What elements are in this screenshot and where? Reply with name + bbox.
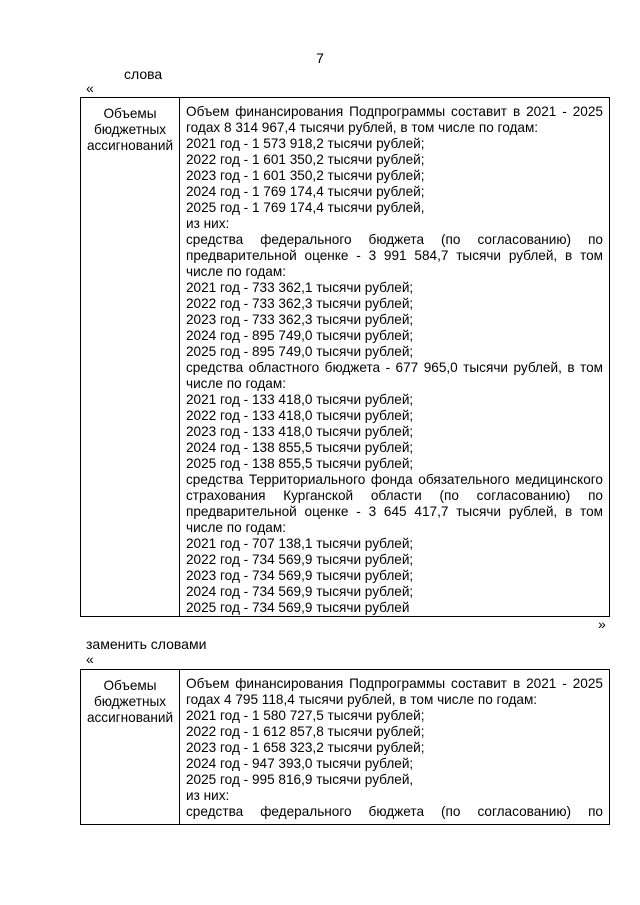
opening-quote: «: [86, 80, 94, 96]
content-line: 2023 год - 1 601 350,2 тысячи рублей;: [186, 168, 425, 183]
content-line: 2025 год - 734 569,9 тысячи рублей: [186, 600, 410, 615]
content-line: из них:: [186, 216, 230, 231]
label-line: Объемы: [103, 106, 157, 121]
replace-text: заменить словами: [86, 636, 207, 652]
old-content-cell: [180, 98, 610, 617]
content-line: 2025 год - 1 769 174,4 тысячи рублей,: [186, 200, 425, 215]
content-line: Объем финансирования Подпрограммы составит в 2021 - 2025: [186, 676, 603, 691]
content-line: 2025 год - 995 816,9 тысячи рублей,: [186, 772, 414, 787]
content-line: предварительной оценке - 3 645 417,7 тысячи рублей, в том: [186, 504, 603, 519]
content-line: 2021 год - 1 580 727,5 тысячи рублей;: [186, 708, 425, 723]
content-line: 2025 год - 138 855,5 тысячи рублей;: [186, 456, 414, 471]
label-line: Объемы: [103, 678, 157, 693]
content-line: средства федерального бюджета (по согласованию) по: [186, 804, 603, 819]
content-line: 2021 год - 707 138,1 тысячи рублей;: [186, 536, 414, 551]
content-line: 2022 год - 1 601 350,2 тысячи рублей;: [186, 152, 425, 167]
content-line: 2023 год - 734 569,9 тысячи рублей;: [186, 568, 414, 583]
content-line: 2024 год - 1 769 174,4 тысячи рублей;: [186, 184, 425, 199]
content-line: Объем финансирования Подпрограммы составит в 2021 - 2025: [186, 104, 603, 119]
new-content-cell: [180, 670, 610, 825]
content-line: 2022 год - 733 362,3 тысячи рублей;: [186, 296, 414, 311]
old-budget-table: [80, 97, 610, 617]
content-line: 2024 год - 947 393,0 тысячи рублей;: [186, 756, 414, 771]
content-line: 2023 год - 1 658 323,2 тысячи рублей;: [186, 740, 425, 755]
content-line: средства Территориального фонда обязательного медицинского: [186, 472, 603, 487]
content-line: годах 8 314 967,4 тысячи рублей, в том числе по годам:: [186, 120, 539, 135]
content-line: числе по годам:: [186, 264, 286, 279]
content-line: числе по годам:: [186, 376, 286, 391]
content-line: 2024 год - 895 749,0 тысячи рублей;: [186, 328, 414, 343]
label-line: ассигнований: [86, 710, 174, 725]
content-line: 2024 год - 138 855,5 тысячи рублей;: [186, 440, 414, 455]
content-line: страхования Курганской области (по согласованию) по: [186, 488, 603, 503]
new-label-cell: [81, 670, 180, 825]
content-line: 2021 год - 733 362,1 тысячи рублей;: [186, 280, 414, 295]
content-line: годах 4 795 118,4 тысячи рублей, в том числе по годам:: [186, 692, 538, 707]
content-line: 2021 год - 133 418,0 тысячи рублей;: [186, 392, 414, 407]
content-line: 2025 год - 895 749,0 тысячи рублей;: [186, 344, 414, 359]
content-line: предварительной оценке - 3 991 584,7 тысячи рублей, в том: [186, 248, 603, 263]
content-line: 2023 год - 133 418,0 тысячи рублей;: [186, 424, 414, 439]
opening-quote: «: [86, 651, 94, 667]
content-line: 2022 год - 734 569,9 тысячи рублей;: [186, 552, 414, 567]
old-label-cell: [81, 98, 180, 617]
content-line: числе по годам:: [186, 520, 286, 535]
label-line: бюджетных: [93, 122, 167, 137]
content-line: средства федерального бюджета (по согласованию) по: [186, 232, 603, 247]
intro-text: слова: [124, 66, 163, 82]
content-line: 2023 год - 733 362,3 тысячи рублей;: [186, 312, 414, 327]
content-line: 2022 год - 133 418,0 тысячи рублей;: [186, 408, 414, 423]
content-line: 2024 год - 734 569,9 тысячи рублей;: [186, 584, 414, 599]
label-line: ассигнований: [86, 138, 174, 153]
content-line: 2022 год - 1 612 857,8 тысячи рублей;: [186, 724, 425, 739]
content-line: 2021 год - 1 573 918,2 тысячи рублей;: [186, 136, 425, 151]
content-line: средства областного бюджета - 677 965,0 тысячи рублей, в том: [186, 360, 603, 375]
page-number: 7: [316, 50, 324, 66]
label-line: бюджетных: [93, 694, 167, 709]
closing-quote: »: [598, 616, 606, 632]
new-budget-table: [80, 669, 610, 825]
content-line: из них:: [186, 788, 230, 803]
